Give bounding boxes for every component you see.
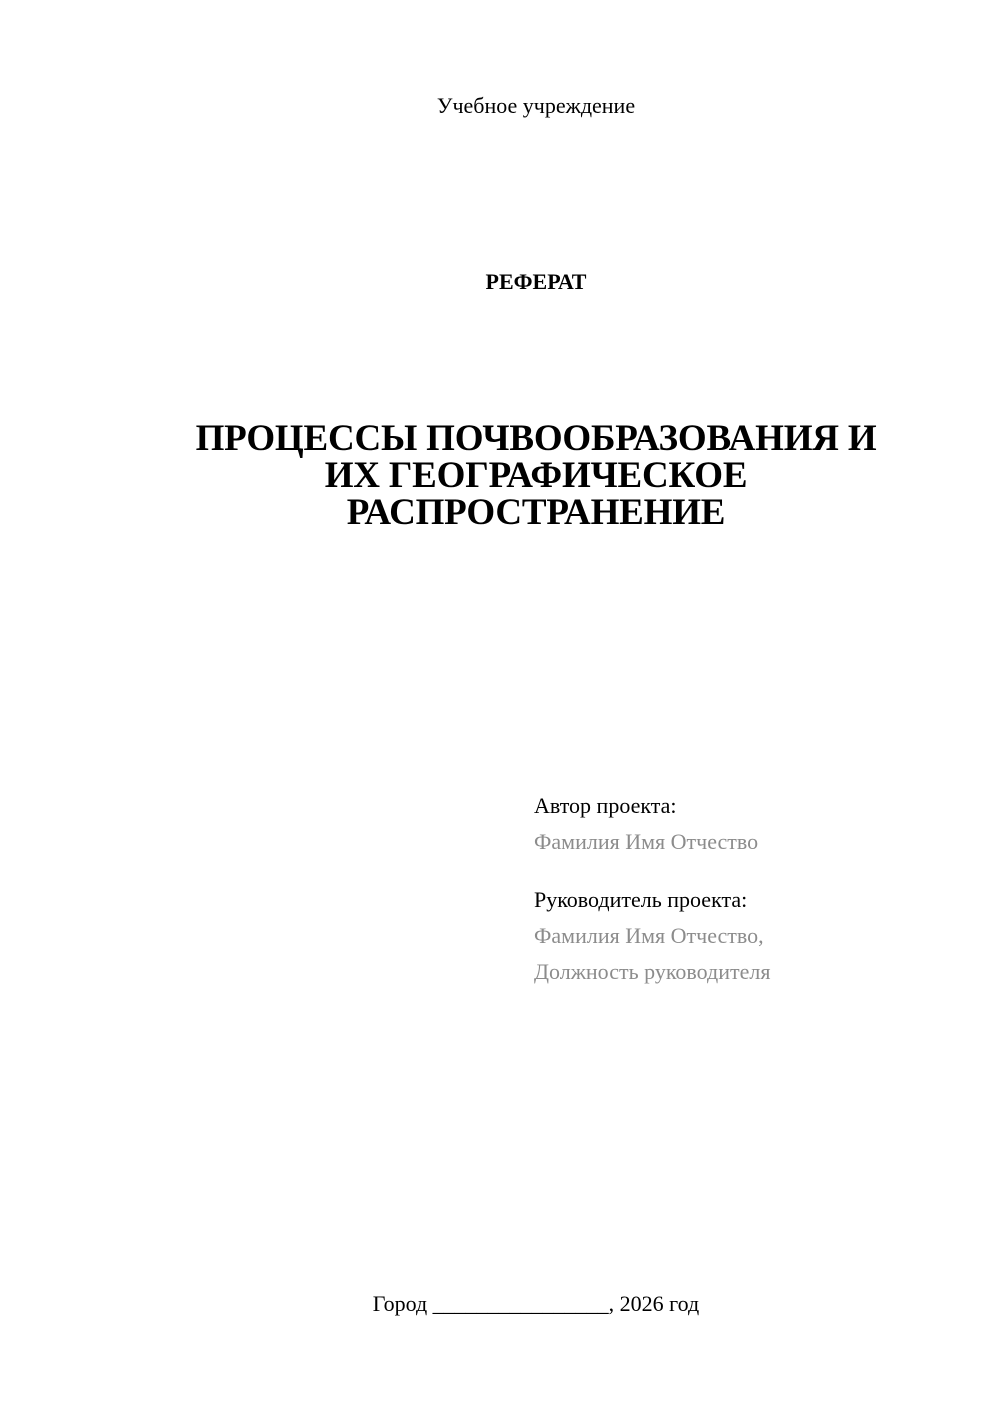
credits-block xyxy=(534,788,770,990)
title-line: ПРОЦЕССЫ ПОЧВООБРАЗОВАНИЯ И xyxy=(195,418,877,459)
spacer xyxy=(534,860,770,882)
title-line: РАСПРОСТРАНЕНИЕ xyxy=(346,492,726,533)
document-title xyxy=(170,420,902,531)
supervisor-label: Руководитель проекта: xyxy=(534,887,748,912)
institution-name: Учебное учреждение xyxy=(436,93,636,118)
author-label: Автор проекта: xyxy=(534,793,677,818)
title-line: ИХ ГЕОГРАФИЧЕСКОЕ xyxy=(324,455,748,496)
supervisor-name: Фамилия Имя Отчество, xyxy=(534,923,764,948)
supervisor-position: Должность руководителя xyxy=(534,959,771,984)
document-type: РЕФЕРАТ xyxy=(485,269,587,294)
city-year-line: Город ________________, 2026 год xyxy=(372,1291,700,1316)
author-name: Фамилия Имя Отчество xyxy=(534,829,759,854)
